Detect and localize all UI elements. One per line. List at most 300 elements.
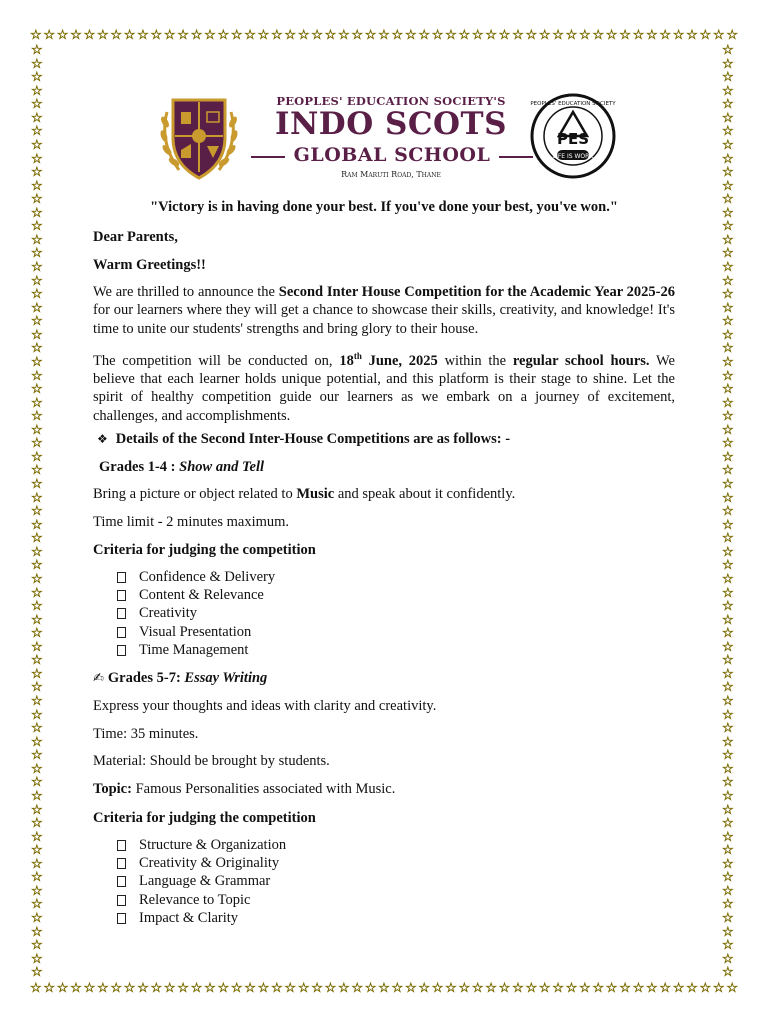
date-day: 18	[339, 352, 354, 369]
star-icon: ☆	[31, 544, 43, 560]
grades-5-7-criteria-list	[117, 836, 286, 927]
star-icon: ☆	[485, 28, 497, 43]
date-suffix: th	[353, 351, 362, 361]
grades-1-4-criteria-list	[117, 568, 275, 659]
g57-criteria-heading-text: Criteria for judging the competition	[93, 810, 316, 826]
star-icon: ☆	[632, 28, 645, 43]
star-icon: ☆	[31, 816, 43, 832]
g14-desc-music: Music	[296, 486, 335, 502]
star-icon: ☆	[445, 28, 457, 43]
salutation-text: Dear Parents,	[93, 229, 178, 245]
star-icon: ☆	[525, 28, 538, 43]
star-icon: ☆	[217, 981, 230, 996]
list-item	[117, 909, 286, 927]
star-icon: ☆	[458, 981, 471, 996]
star-icon: ☆	[431, 981, 444, 996]
star-icon: ☆	[190, 28, 203, 43]
star-icon: ☆	[31, 70, 43, 86]
star-icon: ☆	[83, 28, 96, 43]
svg-text:PEOPLES' EDUCATION SOCIETY: PEOPLES' EDUCATION SOCIETY	[530, 101, 616, 107]
star-icon: ☆	[722, 653, 734, 669]
star-icon: ☆	[31, 341, 43, 357]
star-border-bottom	[30, 982, 738, 995]
star-icon: ☆	[31, 382, 43, 398]
star-icon: ☆	[722, 721, 734, 737]
star-icon: ☆	[31, 246, 43, 262]
school-header	[157, 92, 617, 184]
star-icon: ☆	[458, 28, 471, 43]
star-icon: ☆	[163, 28, 176, 43]
star-icon: ☆	[351, 981, 364, 996]
star-icon: ☆	[123, 28, 136, 43]
star-icon: ☆	[619, 981, 631, 996]
criteria-text: Time Management	[139, 641, 249, 658]
star-icon: ☆	[722, 246, 734, 262]
star-icon: ☆	[364, 981, 377, 996]
star-icon: ☆	[722, 341, 734, 357]
greeting-text: Warm Greetings!!	[93, 257, 206, 273]
star-icon: ☆	[722, 449, 734, 465]
criteria-text: Creativity	[139, 605, 197, 622]
school-address: Ram Maruti Road, Thane	[341, 170, 441, 179]
star-icon: ☆	[722, 626, 734, 642]
star-icon: ☆	[686, 981, 698, 996]
star-icon: ☆	[284, 981, 297, 996]
star-icon: ☆	[552, 981, 564, 996]
star-icon: ☆	[538, 981, 551, 996]
star-icon: ☆	[31, 422, 43, 438]
star-icon: ☆	[70, 981, 82, 996]
star-icon: ☆	[31, 829, 43, 845]
criteria-text: Visual Presentation	[139, 623, 252, 640]
star-icon: ☆	[404, 28, 417, 43]
list-item	[117, 623, 275, 641]
star-icon: ☆	[31, 178, 43, 194]
star-icon: ☆	[43, 28, 56, 43]
star-icon: ☆	[722, 70, 734, 86]
star-icon: ☆	[538, 28, 551, 43]
star-icon: ☆	[31, 585, 43, 601]
svg-text:LIFE IS WORK: LIFE IS WORK	[552, 153, 594, 160]
star-icon: ☆	[722, 300, 734, 316]
star-icon: ☆	[722, 734, 734, 750]
star-border-right	[722, 44, 734, 980]
star-icon: ☆	[512, 981, 524, 996]
school-name-line1: INDO SCOTS	[274, 106, 508, 142]
star-icon: ☆	[31, 748, 43, 764]
star-icon: ☆	[31, 273, 43, 289]
star-icon: ☆	[722, 680, 734, 696]
star-icon: ☆	[672, 981, 685, 996]
star-icon: ☆	[31, 531, 43, 547]
criteria-text: Impact & Clarity	[139, 909, 239, 926]
star-icon: ☆	[726, 981, 738, 996]
grades-1-4-description	[93, 485, 675, 503]
star-icon: ☆	[31, 666, 43, 682]
list-item	[117, 854, 286, 872]
star-icon: ☆	[722, 354, 734, 370]
school-name-line2-wrap	[247, 144, 537, 168]
star-icon: ☆	[592, 981, 605, 996]
list-item	[117, 568, 275, 586]
star-icon: ☆	[31, 463, 43, 479]
star-icon: ☆	[56, 28, 69, 43]
star-icon: ☆	[31, 965, 43, 981]
star-icon: ☆	[31, 707, 43, 723]
star-icon: ☆	[498, 28, 511, 43]
star-icon: ☆	[30, 28, 42, 43]
school-name-line2: GLOBAL SCHOOL	[293, 144, 491, 166]
star-icon: ☆	[471, 981, 484, 996]
star-icon: ☆	[31, 788, 43, 804]
star-icon: ☆	[31, 314, 43, 330]
star-icon: ☆	[722, 829, 734, 845]
star-icon: ☆	[471, 28, 484, 43]
star-icon: ☆	[722, 951, 734, 967]
star-icon: ☆	[722, 137, 734, 153]
star-icon: ☆	[110, 981, 122, 996]
star-icon: ☆	[324, 981, 337, 996]
list-item	[117, 586, 275, 604]
checkbox-icon	[117, 840, 126, 851]
star-icon: ☆	[31, 192, 43, 208]
star-icon: ☆	[230, 981, 243, 996]
star-icon: ☆	[722, 110, 734, 126]
list-item	[117, 891, 286, 909]
star-icon: ☆	[31, 639, 43, 655]
star-icon: ☆	[271, 981, 283, 996]
star-icon: ☆	[31, 897, 43, 913]
star-icon: ☆	[712, 981, 725, 996]
star-icon: ☆	[722, 843, 734, 859]
criteria-text: Language & Grammar	[139, 873, 271, 890]
star-icon: ☆	[722, 748, 734, 764]
criteria-text: Relevance to Topic	[139, 891, 251, 908]
star-icon: ☆	[722, 490, 734, 506]
star-icon: ☆	[31, 504, 43, 520]
star-icon: ☆	[722, 802, 734, 818]
star-icon: ☆	[722, 544, 734, 560]
star-icon: ☆	[445, 981, 457, 996]
star-icon: ☆	[722, 43, 734, 58]
star-icon: ☆	[324, 28, 337, 43]
star-icon: ☆	[722, 327, 734, 343]
star-icon: ☆	[31, 368, 43, 384]
star-icon: ☆	[722, 205, 734, 221]
star-icon: ☆	[31, 287, 43, 303]
star-icon: ☆	[204, 28, 216, 43]
star-icon: ☆	[722, 260, 734, 275]
star-icon: ☆	[378, 28, 390, 43]
star-icon: ☆	[632, 981, 645, 996]
star-icon: ☆	[722, 517, 734, 533]
star-icon: ☆	[244, 981, 256, 996]
star-icon: ☆	[31, 97, 43, 113]
star-icon: ☆	[31, 870, 43, 886]
star-icon: ☆	[31, 680, 43, 696]
g14-desc-c: and speak about it confidently.	[334, 486, 516, 502]
star-icon: ☆	[391, 981, 404, 996]
star-icon: ☆	[722, 965, 734, 981]
star-icon: ☆	[645, 28, 658, 43]
star-icon: ☆	[217, 28, 230, 43]
star-icon: ☆	[31, 232, 43, 248]
star-icon: ☆	[565, 981, 578, 996]
star-icon: ☆	[31, 165, 43, 181]
star-icon: ☆	[722, 463, 734, 479]
star-icon: ☆	[722, 287, 734, 303]
star-icon: ☆	[722, 395, 734, 411]
list-item	[117, 641, 275, 659]
star-icon: ☆	[722, 585, 734, 601]
grades-5-7-label: Grades 5-7:	[107, 670, 185, 686]
star-icon: ☆	[123, 981, 136, 996]
checkbox-icon	[117, 858, 126, 869]
star-icon: ☆	[722, 124, 734, 140]
star-icon: ☆	[605, 981, 618, 996]
star-icon: ☆	[722, 897, 734, 913]
checkbox-icon	[117, 608, 126, 619]
diamond-bullet-icon: ❖	[97, 432, 108, 446]
star-icon: ☆	[337, 981, 350, 996]
star-icon: ☆	[565, 28, 578, 43]
star-icon: ☆	[712, 28, 725, 43]
star-icon: ☆	[31, 599, 43, 615]
topic-text: Famous Personalities associated with Music.	[131, 781, 396, 797]
star-icon: ☆	[659, 28, 672, 43]
star-icon: ☆	[31, 775, 43, 791]
grades-1-4-heading	[99, 458, 681, 476]
checkbox-icon	[117, 876, 126, 887]
star-icon: ☆	[378, 981, 390, 996]
star-icon: ☆	[722, 422, 734, 438]
star-icon: ☆	[722, 694, 734, 709]
star-icon: ☆	[31, 571, 43, 587]
star-icon: ☆	[137, 28, 149, 43]
star-icon: ☆	[418, 981, 430, 996]
topic-label: Topic:	[93, 781, 132, 797]
star-icon: ☆	[722, 639, 734, 655]
star-icon: ☆	[699, 981, 712, 996]
details-heading	[93, 430, 675, 448]
star-icon: ☆	[722, 870, 734, 886]
paragraph-schedule	[93, 347, 675, 425]
star-icon: ☆	[284, 28, 297, 43]
star-icon: ☆	[722, 382, 734, 398]
svg-text:PES: PES	[556, 130, 590, 148]
star-icon: ☆	[31, 490, 43, 506]
star-icon: ☆	[579, 981, 591, 996]
star-icon: ☆	[31, 883, 43, 899]
star-icon: ☆	[70, 28, 82, 43]
star-icon: ☆	[96, 981, 109, 996]
star-icon: ☆	[31, 938, 43, 954]
star-icon: ☆	[722, 165, 734, 181]
star-icon: ☆	[579, 28, 591, 43]
grades-5-7-heading	[93, 669, 675, 688]
star-icon: ☆	[722, 666, 734, 682]
star-icon: ☆	[31, 219, 43, 235]
star-icon: ☆	[512, 28, 524, 43]
star-icon: ☆	[311, 28, 323, 43]
star-icon: ☆	[244, 28, 256, 43]
star-icon: ☆	[722, 883, 734, 899]
star-icon: ☆	[31, 843, 43, 859]
star-icon: ☆	[619, 28, 631, 43]
star-icon: ☆	[722, 368, 734, 384]
date-rest: June, 2025	[361, 352, 438, 369]
para1-text-c: for our learners where they will get a chance to showcase their skills, creativity, and knowledge! It's time to unite our students' strengths and bring glory to their house.	[93, 302, 675, 337]
star-icon: ☆	[177, 981, 189, 996]
star-icon: ☆	[418, 28, 430, 43]
star-icon: ☆	[552, 28, 564, 43]
star-icon: ☆	[297, 981, 310, 996]
grades-5-7-time: Time: 35 minutes.	[93, 726, 199, 742]
g14-criteria-heading-text: Criteria for judging the competition	[93, 542, 316, 558]
star-icon: ☆	[31, 260, 43, 275]
star-icon: ☆	[31, 300, 43, 316]
star-icon: ☆	[722, 273, 734, 289]
star-border-left	[31, 44, 43, 980]
grades-5-7-description: Express your thoughts and ideas with clarity and creativity.	[93, 698, 437, 714]
star-icon: ☆	[722, 599, 734, 615]
checkbox-icon	[117, 590, 126, 601]
star-icon: ☆	[337, 28, 350, 43]
star-icon: ☆	[391, 28, 404, 43]
star-icon: ☆	[31, 436, 43, 452]
star-icon: ☆	[31, 802, 43, 818]
checkbox-icon	[117, 645, 126, 656]
star-icon: ☆	[30, 981, 42, 996]
star-icon: ☆	[686, 28, 698, 43]
star-icon: ☆	[722, 788, 734, 804]
list-item	[117, 604, 275, 622]
star-icon: ☆	[431, 28, 444, 43]
star-icon: ☆	[699, 28, 712, 43]
star-icon: ☆	[525, 981, 538, 996]
grades-5-7-criteria-heading	[93, 809, 675, 827]
star-icon: ☆	[297, 28, 310, 43]
star-icon: ☆	[722, 83, 734, 99]
star-icon: ☆	[722, 775, 734, 791]
para1-text-a: We are thrilled to announce the	[93, 284, 279, 300]
writing-hand-icon: ✍	[93, 671, 104, 686]
star-icon: ☆	[605, 28, 618, 43]
star-icon: ☆	[722, 436, 734, 452]
star-icon: ☆	[31, 856, 43, 872]
star-icon: ☆	[204, 981, 216, 996]
star-icon: ☆	[31, 653, 43, 669]
star-icon: ☆	[722, 219, 734, 235]
star-icon: ☆	[96, 28, 109, 43]
grades-5-7-material: Material: Should be brought by students.	[93, 753, 330, 769]
star-icon: ☆	[722, 531, 734, 547]
star-icon: ☆	[137, 981, 149, 996]
star-icon: ☆	[485, 981, 497, 996]
star-icon: ☆	[31, 83, 43, 99]
star-icon: ☆	[150, 981, 163, 996]
competition-date	[339, 353, 437, 369]
star-icon: ☆	[722, 571, 734, 587]
grades-1-4-time: Time limit - 2 minutes maximum.	[93, 514, 290, 530]
list-item	[117, 872, 286, 890]
star-icon: ☆	[31, 911, 43, 926]
star-icon: ☆	[672, 28, 685, 43]
grades-1-4-event: Show and Tell	[179, 459, 265, 475]
star-icon: ☆	[31, 449, 43, 465]
star-icon: ☆	[31, 327, 43, 343]
star-icon: ☆	[659, 981, 672, 996]
star-icon: ☆	[351, 28, 364, 43]
star-icon: ☆	[31, 517, 43, 533]
star-icon: ☆	[722, 938, 734, 954]
star-icon: ☆	[722, 924, 734, 940]
list-item	[117, 836, 286, 854]
star-icon: ☆	[83, 981, 96, 996]
grades-5-7-event: Essay Writing	[184, 670, 268, 686]
checkbox-icon	[117, 895, 126, 906]
para1-highlight: Second Inter House Competition for the Academic Year 2025-26	[278, 284, 675, 300]
star-icon: ☆	[31, 56, 43, 72]
star-icon: ☆	[31, 477, 43, 492]
star-icon: ☆	[177, 28, 189, 43]
g14-desc-a: Bring a picture or object related to	[93, 486, 297, 502]
star-icon: ☆	[56, 981, 69, 996]
star-icon: ☆	[592, 28, 605, 43]
star-icon: ☆	[722, 612, 734, 628]
star-icon: ☆	[722, 151, 734, 167]
star-icon: ☆	[722, 97, 734, 113]
star-icon: ☆	[31, 761, 43, 777]
star-icon: ☆	[722, 314, 734, 330]
star-icon: ☆	[722, 192, 734, 208]
star-icon: ☆	[31, 395, 43, 411]
star-icon: ☆	[31, 924, 43, 940]
star-icon: ☆	[150, 28, 163, 43]
star-icon: ☆	[645, 981, 658, 996]
star-icon: ☆	[31, 137, 43, 153]
star-icon: ☆	[31, 626, 43, 642]
star-icon: ☆	[271, 28, 283, 43]
star-icon: ☆	[110, 28, 122, 43]
star-icon: ☆	[722, 761, 734, 777]
star-icon: ☆	[722, 56, 734, 72]
star-icon: ☆	[31, 409, 43, 425]
pes-seal-icon	[529, 92, 617, 180]
criteria-text: Creativity & Originality	[139, 855, 280, 872]
paragraph-announcement	[93, 283, 675, 338]
star-icon: ☆	[722, 816, 734, 832]
school-crest-icon	[157, 92, 241, 182]
star-icon: ☆	[722, 477, 734, 492]
star-icon: ☆	[722, 911, 734, 926]
criteria-text: Structure & Organization	[139, 837, 287, 853]
criteria-text: Content & Relevance	[139, 587, 264, 604]
checkbox-icon	[117, 572, 126, 583]
star-icon: ☆	[722, 856, 734, 872]
star-icon: ☆	[31, 558, 43, 574]
star-icon: ☆	[31, 354, 43, 370]
star-icon: ☆	[31, 151, 43, 167]
star-icon: ☆	[722, 232, 734, 248]
star-icon: ☆	[257, 28, 270, 43]
star-icon: ☆	[722, 707, 734, 723]
star-border-top	[30, 29, 738, 42]
star-icon: ☆	[31, 721, 43, 737]
organization-name: PEOPLES' EDUCATION SOCIETY'S	[276, 94, 506, 108]
star-icon: ☆	[43, 981, 56, 996]
criteria-text: Confidence & Delivery	[139, 569, 276, 585]
